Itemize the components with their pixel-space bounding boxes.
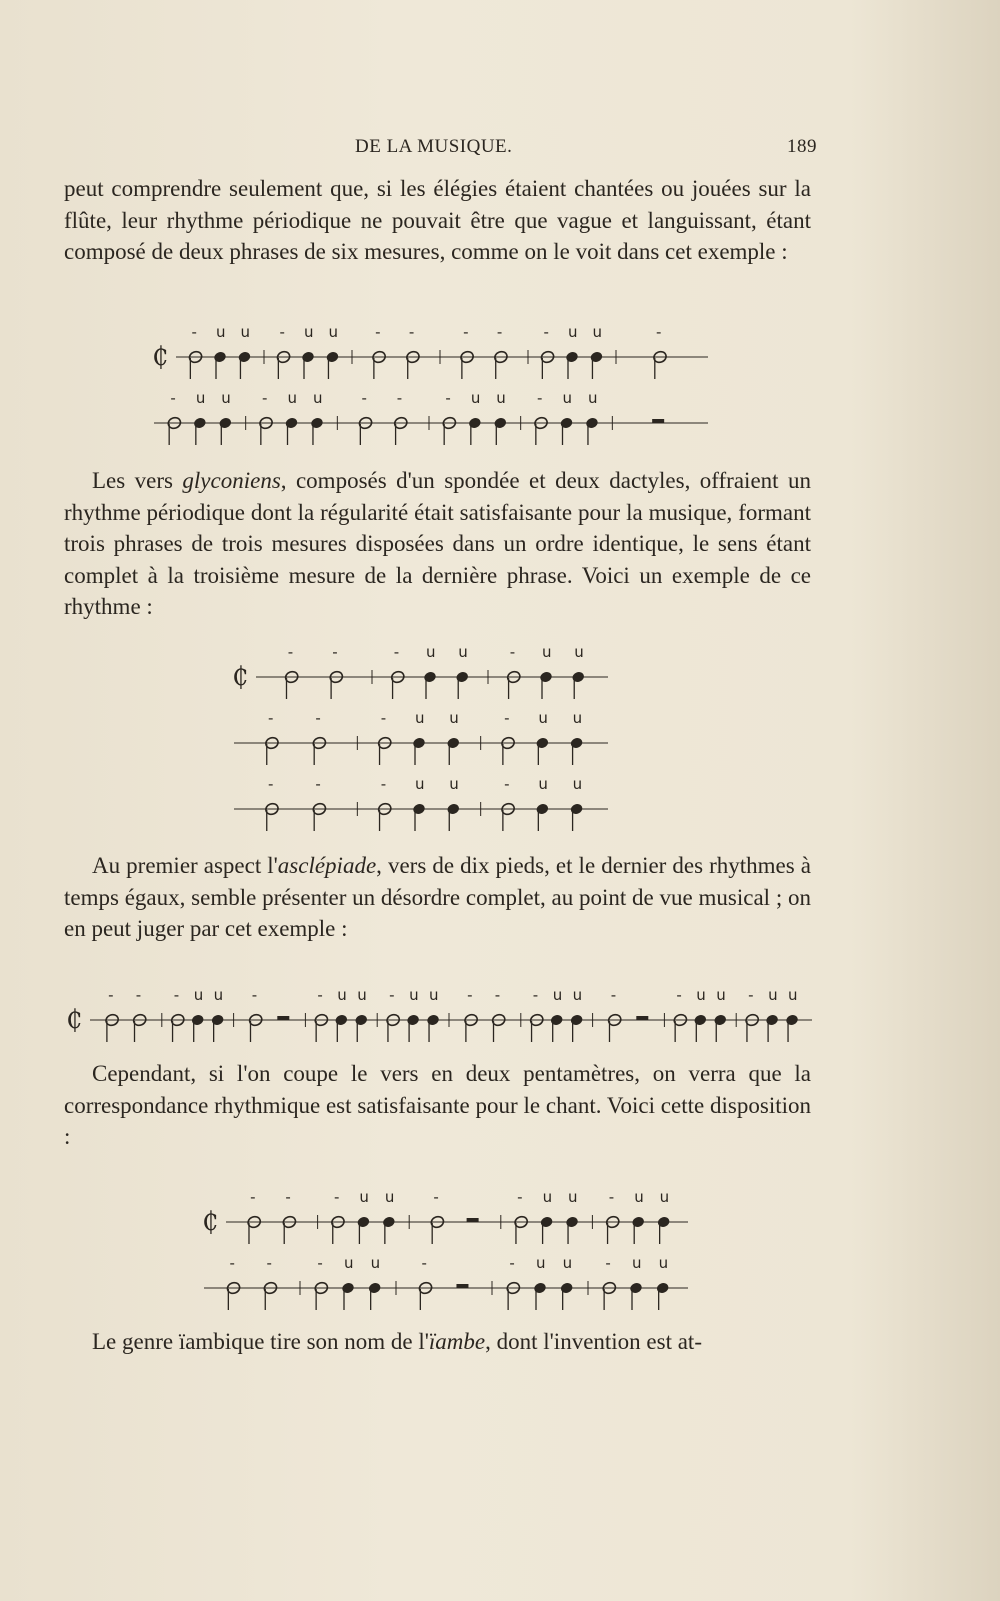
rest-sign [652, 419, 664, 423]
short-syllable-mark: u [496, 389, 506, 407]
long-syllable-mark: - [361, 389, 367, 407]
long-syllable-mark: - [509, 643, 516, 661]
short-syllable-mark: u [328, 323, 338, 341]
short-syllable-mark: u [592, 323, 602, 341]
short-syllable-mark: u [552, 986, 563, 1004]
meter-sign: ₵ [232, 662, 249, 692]
long-syllable-mark: - [656, 323, 662, 341]
short-syllable-mark: u [562, 1254, 573, 1272]
running-header [0, 136, 1000, 166]
short-syllable-mark: u [568, 1188, 578, 1206]
notation-line [154, 389, 708, 445]
long-syllable-mark: - [504, 709, 510, 727]
short-syllable-mark: u [572, 986, 583, 1004]
long-syllable-mark: - [676, 986, 682, 1004]
long-syllable-mark: - [537, 389, 543, 407]
rhythm-notation [64, 988, 814, 1054]
short-syllable-mark: u [538, 709, 548, 727]
rest-sign [636, 1016, 648, 1020]
meter-sign: ₵ [66, 1005, 83, 1035]
long-syllable-mark: - [504, 775, 510, 793]
long-syllable-mark: - [463, 323, 469, 341]
short-syllable-mark: u [221, 389, 231, 407]
text-run: Au premier aspect l' [92, 853, 278, 878]
long-syllable-mark: - [393, 643, 400, 661]
short-syllable-mark: u [216, 323, 226, 341]
long-syllable-mark: - [396, 389, 403, 407]
short-syllable-mark: u [788, 986, 798, 1004]
italic-term: asclépiade [277, 853, 377, 878]
long-syllable-mark: - [433, 1188, 439, 1206]
rhythm-notation [230, 645, 610, 843]
long-syllable-mark: - [173, 986, 180, 1004]
long-syllable-mark: - [380, 709, 387, 727]
short-syllable-mark: u [409, 986, 419, 1004]
notation-line [234, 709, 608, 765]
short-syllable-mark: u [357, 986, 367, 1004]
text-run: Les vers [92, 468, 183, 493]
rhythm-notation [150, 325, 710, 457]
long-syllable-mark: - [317, 1254, 323, 1272]
short-syllable-mark: u [195, 389, 206, 407]
long-syllable-mark: - [266, 1254, 272, 1272]
short-syllable-mark: u [458, 643, 468, 661]
short-syllable-mark: u [449, 709, 459, 727]
short-syllable-mark: u [562, 389, 573, 407]
paragraph-asclepiad [64, 850, 811, 945]
long-syllable-mark: - [494, 986, 501, 1004]
long-syllable-mark: - [108, 986, 114, 1004]
long-syllable-mark: - [375, 323, 381, 341]
paragraph-glyconic [64, 465, 811, 623]
long-syllable-mark: - [332, 643, 338, 661]
short-syllable-mark: u [312, 389, 323, 407]
text-run: , dont l'invention est at- [485, 1329, 702, 1354]
long-syllable-mark: - [748, 986, 754, 1004]
long-syllable-mark: - [287, 643, 294, 661]
notation-line [202, 1188, 688, 1244]
short-syllable-mark: u [696, 986, 706, 1004]
notation-line [232, 643, 608, 699]
short-syllable-mark: u [632, 1254, 642, 1272]
long-syllable-mark: - [509, 1254, 515, 1272]
short-syllable-mark: u [193, 986, 204, 1004]
paragraph-iambic [64, 1326, 811, 1358]
short-syllable-mark: u [768, 986, 778, 1004]
short-syllable-mark: u [415, 775, 425, 793]
short-syllable-mark: u [344, 1254, 354, 1272]
long-syllable-mark: - [408, 323, 415, 341]
long-syllable-mark: - [333, 1188, 340, 1206]
text-run: peut comprendre seulement que, si les élégies étaient chantées ou jouées sur la flûte, leur rhythme périodique ne pouvait être que vague et languissant, étant composé de deux phrases de six mesures, comme on le voit dans cet exemple : [64, 176, 811, 264]
short-syllable-mark: u [426, 643, 436, 661]
long-syllable-mark: - [315, 709, 321, 727]
short-syllable-mark: u [587, 389, 598, 407]
meter-sign: ₵ [202, 1207, 219, 1237]
notation-line [234, 775, 608, 831]
short-syllable-mark: u [415, 709, 425, 727]
meter-sign: ₵ [152, 342, 169, 372]
long-syllable-mark: - [380, 775, 387, 793]
text-run: Le genre ïambique tire son nom de l' [92, 1329, 429, 1354]
long-syllable-mark: - [517, 1188, 523, 1206]
short-syllable-mark: u [658, 1254, 669, 1272]
short-syllable-mark: u [429, 986, 439, 1004]
long-syllable-mark: - [605, 1254, 611, 1272]
long-syllable-mark: - [389, 986, 395, 1004]
long-syllable-mark: - [445, 389, 451, 407]
short-syllable-mark: u [449, 775, 459, 793]
music-example-pentameters [200, 1190, 690, 1322]
music-example-asclepiad [64, 988, 814, 1054]
long-syllable-mark: - [421, 1254, 427, 1272]
short-syllable-mark: u [304, 323, 314, 341]
long-syllable-mark: - [267, 775, 274, 793]
italic-term: ïambe [428, 1329, 486, 1354]
long-syllable-mark: - [467, 986, 473, 1004]
short-syllable-mark: u [337, 986, 347, 1004]
long-syllable-mark: - [610, 986, 617, 1004]
long-syllable-mark: - [608, 1188, 615, 1206]
long-syllable-mark: - [285, 1188, 291, 1206]
long-syllable-mark: - [317, 986, 323, 1004]
short-syllable-mark: u [572, 775, 583, 793]
short-syllable-mark: u [574, 643, 584, 661]
music-example-elegiac [150, 325, 710, 457]
rest-sign [467, 1218, 479, 1222]
short-syllable-mark: u [716, 986, 726, 1004]
text-run: Cependant, si l'on coupe le vers en deux pentamètres, on verra que la correspondance rhythmique est satisfaisante pour le chant. Voici cette disposition : [64, 1061, 811, 1149]
long-syllable-mark: - [229, 1254, 235, 1272]
short-syllable-mark: u [213, 986, 224, 1004]
long-syllable-mark: - [496, 323, 503, 341]
running-title: DE LA MUSIQUE. [355, 136, 513, 157]
short-syllable-mark: u [240, 323, 250, 341]
music-example-glyconic [230, 645, 610, 843]
short-syllable-mark: u [384, 1188, 395, 1206]
short-syllable-mark: u [370, 1254, 381, 1272]
rhythm-notation [200, 1190, 690, 1322]
long-syllable-mark: - [543, 323, 549, 341]
short-syllable-mark: u [470, 389, 481, 407]
short-syllable-mark: u [542, 1188, 553, 1206]
short-syllable-mark: u [634, 1188, 644, 1206]
short-syllable-mark: u [359, 1188, 369, 1206]
long-syllable-mark: - [532, 986, 539, 1004]
paragraph-pentameters [64, 1058, 811, 1153]
short-syllable-mark: u [536, 1254, 546, 1272]
long-syllable-mark: - [279, 323, 285, 341]
short-syllable-mark: u [542, 643, 552, 661]
long-syllable-mark: - [135, 986, 142, 1004]
long-syllable-mark: - [267, 709, 274, 727]
italic-term: glyconiens [182, 468, 281, 493]
text-run: , composés d'un spondée et deux dactyles, offraient un rhythme périodique dont la régularité était satisfaisante pour la musique, formant trois phrases de trois mesures disposées dans un ordre identique, le sens étant complet à la troisième mesure de la dernière phrase. Voici un exemple de ce rhythme : [64, 468, 811, 619]
text-run: , vers de dix pieds, et le dernier des rhythmes à temps égaux, semble présenter un désordre complet, au point de vue musical ; on en peut juger par cet exemple : [64, 853, 811, 941]
notation-line [204, 1254, 688, 1310]
short-syllable-mark: u [538, 775, 548, 793]
short-syllable-mark: u [568, 323, 578, 341]
long-syllable-mark: - [170, 389, 176, 407]
paragraph-elegy [64, 173, 811, 268]
rest-sign [456, 1284, 468, 1288]
long-syllable-mark: - [262, 389, 268, 407]
notation-line [66, 986, 812, 1042]
notation-line [152, 323, 708, 379]
short-syllable-mark: u [572, 709, 583, 727]
long-syllable-mark: - [250, 1188, 256, 1206]
rest-sign [277, 1016, 289, 1020]
short-syllable-mark: u [659, 1188, 670, 1206]
long-syllable-mark: - [315, 775, 321, 793]
long-syllable-mark: - [191, 323, 197, 341]
short-syllable-mark: u [287, 389, 298, 407]
page-number: 189 [787, 136, 817, 157]
long-syllable-mark: - [251, 986, 258, 1004]
